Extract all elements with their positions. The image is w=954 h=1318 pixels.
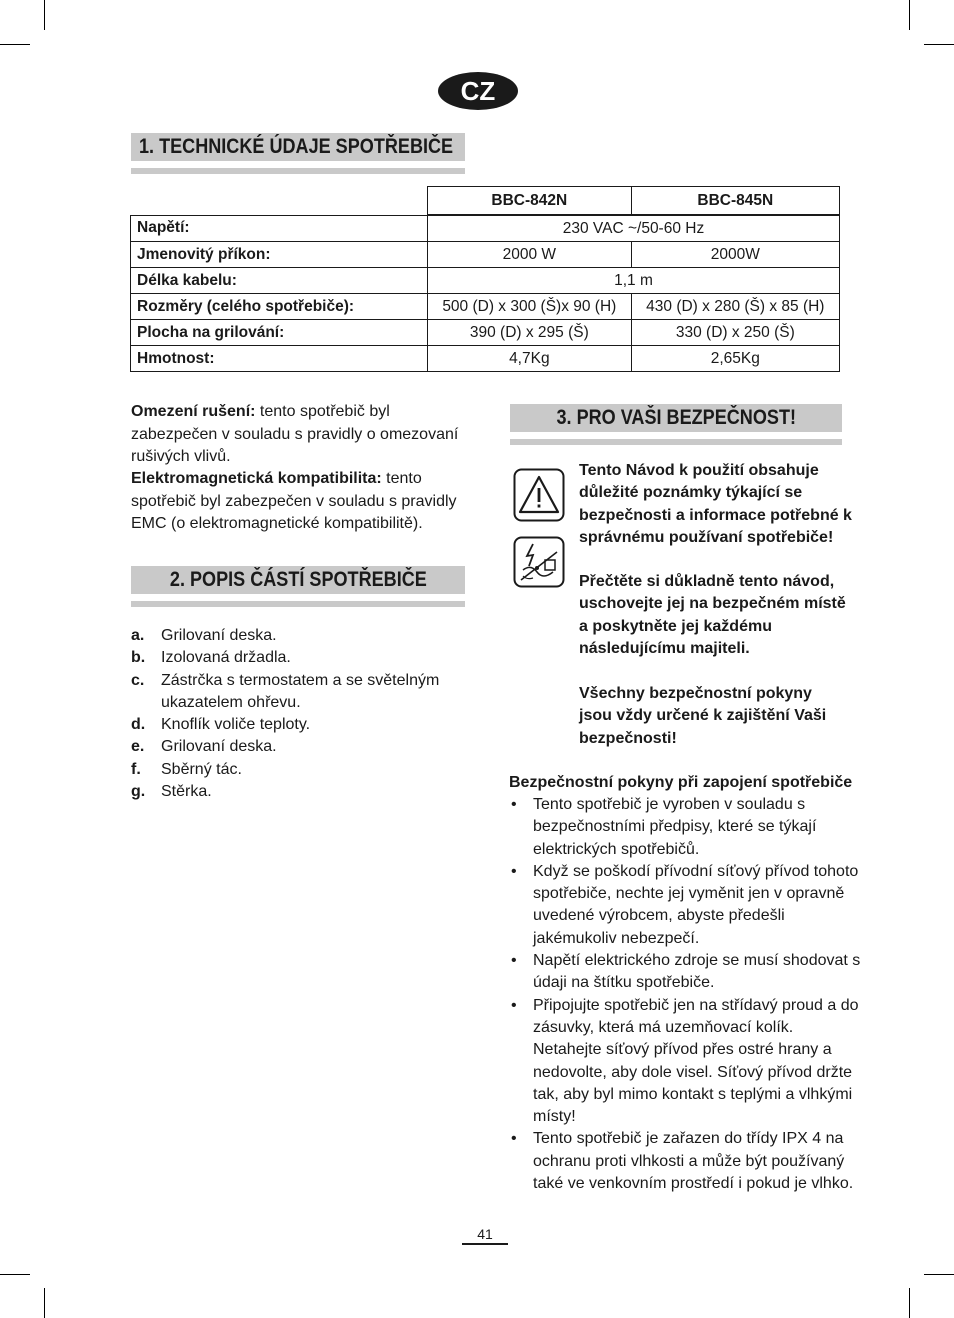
row-value: 4,7Kg — [428, 346, 632, 372]
row-value: 330 (D) x 250 (Š) — [631, 320, 839, 346]
table-header-empty — [131, 187, 428, 216]
list-item-text: Izolovaná držadla. — [161, 649, 291, 667]
section-3-rule — [510, 439, 842, 445]
row-value: 430 (D) x 280 (Š) x 85 (H) — [631, 294, 839, 320]
list-item-key: b. — [131, 649, 146, 667]
bullet-dot: • — [511, 1130, 517, 1148]
section-1-rule — [131, 168, 465, 174]
model-header: BBC-842N — [428, 187, 632, 216]
list-item-text: Grilovaní deska. — [161, 627, 277, 644]
row-label: Hmotnost: — [131, 346, 428, 372]
list-item-text: Stěrka. — [161, 783, 212, 801]
list-item — [131, 736, 461, 758]
list-item — [509, 861, 869, 950]
section-3-heading — [510, 404, 842, 432]
section-2-rule — [131, 601, 465, 607]
row-value: 390 (D) x 295 (Š) — [428, 320, 632, 346]
bullet-dot: • — [511, 996, 517, 1014]
list-item — [131, 714, 461, 736]
list-item — [131, 670, 461, 715]
table-row — [131, 346, 840, 372]
list-item — [509, 1128, 869, 1195]
list-item — [509, 995, 869, 1129]
list-item-key: a. — [131, 627, 145, 644]
parts-list — [131, 625, 461, 803]
table-header-row — [131, 187, 840, 216]
row-label: Rozměry (celého spotřebiče): — [131, 294, 428, 320]
bullet-text: Tento spotřebič je zařazen do třídy IPX 4 na ochranu proti vlhkosti a může být používaný také ve venkovním prostředí i pokud je vlhko. — [533, 1130, 854, 1193]
list-item — [509, 794, 869, 861]
list-item-text: Zástrčka s termostatem a se světelným ukazatelem ohřevu. — [161, 671, 440, 711]
bullet-dot: • — [511, 952, 517, 970]
safety-intro: Tento Návod k použití obsahuje důležité poznámky týkající se bezpečnosti a informace potřebné k správnému používaní spotřebiče! — [579, 462, 852, 546]
list-item-key: c. — [131, 671, 145, 689]
crop-mark — [44, 1288, 45, 1318]
row-value: 500 (D) x 300 (Š)x 90 (H) — [428, 294, 632, 320]
row-value: 2000W — [631, 242, 839, 268]
bullet-text: Tento spotřebič je vyroben v souladu s bezpečnostními předpisy, které se týkají elektrických spotřebičů. — [533, 796, 817, 858]
bullet-text: Připojujte spotřebič jen na střídavý proud a do zásuvky, která má uzemňovací kolík. Netahejte síťový přívod přes ostré hrany a nedovolte, aby dole visel. Síťový přívod držte tak, aby byl mimo kontakt s teplými a vlhkými místy! — [533, 996, 859, 1126]
interference-text: tento spotřebič byl zabezpečen v souladu s pravidly o omezovaní rušivých vlivů. — [131, 403, 459, 465]
safety-read-instructions: Přečtěte si důkladně tento návod, uschovejte jej na bezpečném místě a poskytněte jej každému následujícímu majiteli. — [579, 573, 846, 657]
section-1-heading — [131, 133, 465, 161]
table-row — [131, 268, 840, 294]
table-row — [131, 294, 840, 320]
row-label: Délka kabelu: — [131, 268, 428, 294]
emc-text: tento spotřebič byl zabezpečen v souladu s pravidly EMC (o elektromagnetické kompatibilitě). — [131, 470, 457, 532]
interference-paragraph — [131, 401, 469, 469]
crop-mark — [909, 0, 910, 30]
table-row — [131, 215, 840, 242]
list-item-text: Knoflík voliče teploty. — [161, 716, 311, 734]
bullet-dot: • — [511, 862, 517, 880]
row-value: 1,1 m — [428, 268, 840, 294]
safety-bullet-list — [509, 794, 869, 1195]
list-item — [509, 950, 869, 995]
row-label: Jmenovitý příkon: — [131, 242, 428, 268]
list-item-text: Sběrný tác. — [161, 760, 242, 778]
row-value: 2,65Kg — [631, 346, 839, 372]
section-2-title: 2. POPIS ČÁSTÍ SPOTŘEBIČE — [169, 568, 427, 591]
crop-mark — [0, 44, 30, 45]
emc-paragraph — [131, 468, 469, 536]
section-2-heading — [131, 566, 465, 594]
table-row — [131, 320, 840, 346]
safety-subheading: Bezpečnostní pokyny při zapojení spotřebiče — [509, 774, 853, 791]
bullet-dot: • — [511, 796, 517, 813]
bullet-text: Když se poškodí přívodní síťový přívod tohoto spotřebiče, nechte jej vyměnit jen v opravně uvedené výrobcem, abyste předešli jakémukoliv nebezpečí. — [533, 862, 859, 947]
list-item — [131, 647, 461, 669]
list-item — [131, 781, 461, 803]
crop-mark — [909, 1288, 910, 1318]
list-item — [131, 759, 461, 781]
list-item — [131, 625, 461, 647]
list-item-key: d. — [131, 716, 146, 734]
emc-label: Elektromagnetická kompatibilita: — [131, 470, 382, 487]
crop-mark — [924, 44, 954, 45]
table-row — [131, 242, 840, 268]
bullet-text: Napětí elektrického zdroje se musí shodovat s údaji na štítku spotřebiče. — [533, 952, 861, 992]
list-item-key: e. — [131, 738, 145, 756]
crop-mark — [924, 1274, 954, 1275]
section-3-title: 3. PRO VAŠI BEZPEČNOST! — [556, 406, 796, 429]
model-header: BBC-845N — [631, 187, 839, 216]
electric-shock-warning-icon — [513, 536, 565, 588]
technical-data-table — [130, 186, 840, 372]
row-label: Plocha na grilování: — [131, 320, 428, 346]
row-value: 230 VAC ~/50-60 Hz — [428, 215, 840, 242]
safety-all-instructions: Všechny bezpečnostní pokyny jsou vždy určené k zajištění Vaši bezpečnosti! — [579, 685, 827, 747]
page-number: 41 — [462, 1226, 508, 1245]
section-1-title: 1. TECHNICKÉ ÚDAJE SPOTŘEBIČE — [139, 135, 454, 158]
language-badge: CZ — [438, 72, 518, 110]
list-item-key: f. — [131, 760, 141, 778]
warning-triangle-icon — [513, 468, 565, 522]
list-item-text: Grilovaní deska. — [161, 738, 277, 756]
list-item-key: g. — [131, 783, 146, 801]
row-label: Napětí: — [131, 215, 428, 242]
crop-mark — [44, 0, 45, 30]
row-value: 2000 W — [428, 242, 632, 268]
interference-label: Omezení rušení: — [131, 403, 256, 420]
crop-mark — [0, 1274, 30, 1275]
